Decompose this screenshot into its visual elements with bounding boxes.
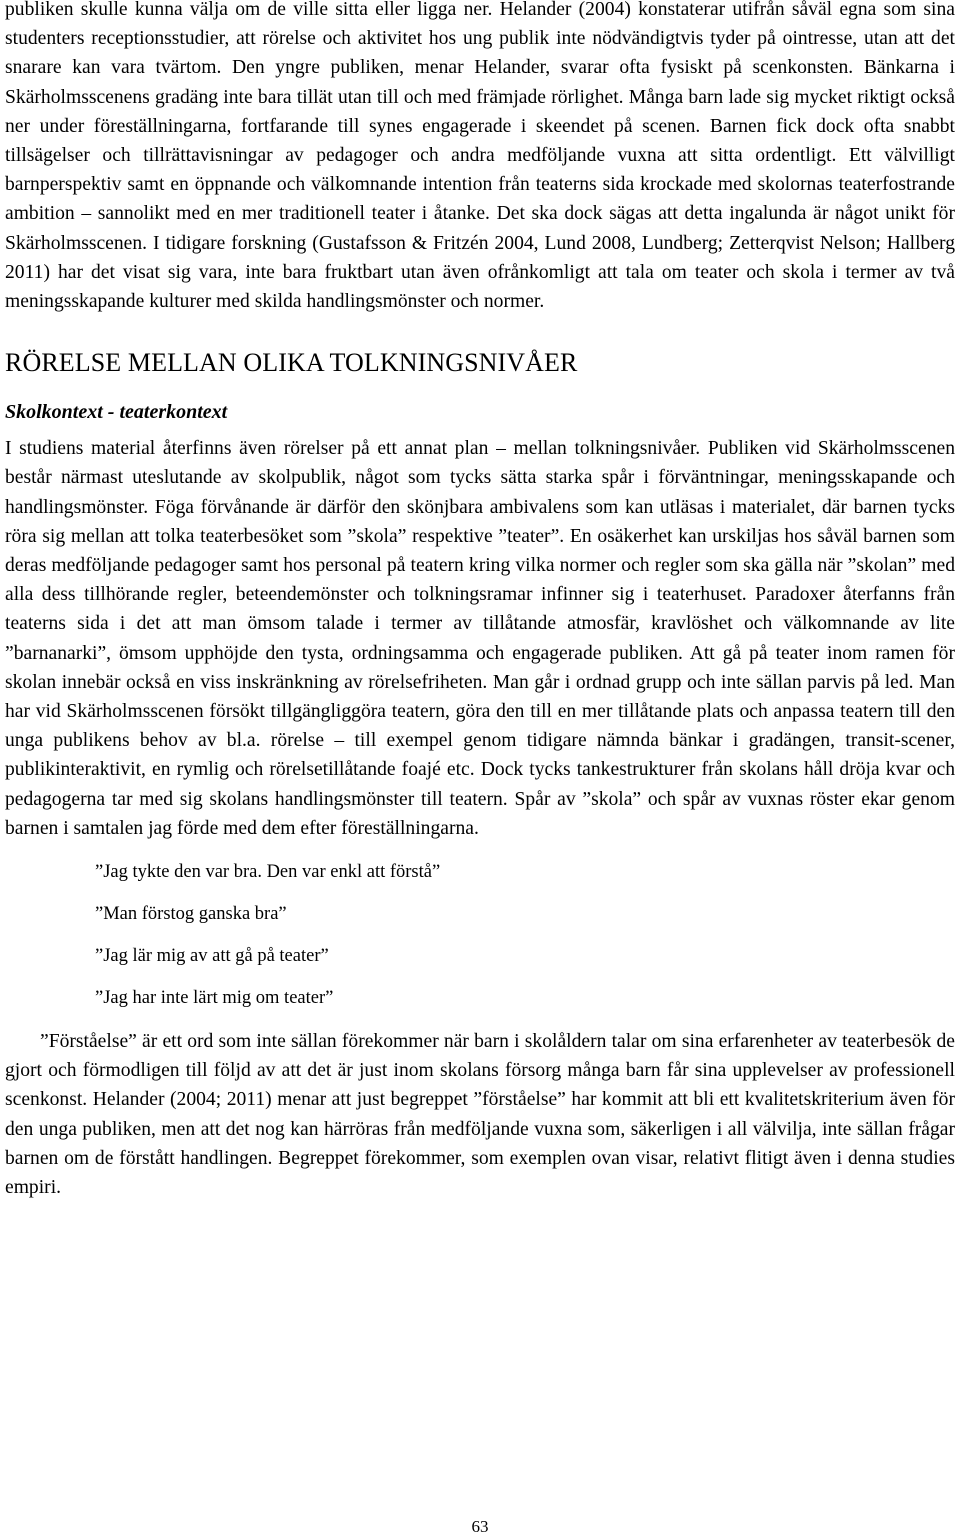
quote-list: [95, 859, 955, 1011]
document-page: [5, 0, 955, 1202]
quote-item: ”Man förstog ganska bra”: [95, 904, 287, 925]
quote-item: ”Jag lär mig av att gå på teater”: [95, 946, 329, 967]
quote-item: ”Jag har inte lärt mig om teater”: [95, 988, 334, 1009]
section-heading: RÖRELSE MELLAN OLIKA TOLKNINGSNIVÅER: [5, 348, 578, 378]
body-paragraph-3: ”Förståelse” är ett ord som inte sällan förekommer när barn i skolåldern talar om sina erfarenheter av teaterbesök de gjort och förmodligen till följd av att det är just inom skolans försorg många barn får sina upplevelser av professionell scenkonst. Helander (2004; 2011) menar att just begreppet ”förståelse” har kommit att bli ett kvalitetskriterium även för den unga publiken, men att det nog kan härröras från medföljande vuxna som, säkerligen i all välvilja, inte sällan frågar barnen om de förstått handlingen. Begreppet förekommer, som exemplen ovan visar, relativt flitigt även i denna studies empiri.: [5, 1031, 955, 1199]
page-number: 63: [471, 1517, 489, 1536]
subsection-heading: Skolkontext - teaterkontext: [5, 401, 228, 424]
body-paragraph-1: publiken skulle kunna välja om de ville sitta eller ligga ner. Helander (2004) konstaterar utifrån såväl egna som sina studenters receptionsstudier, att rörelse och aktivitet hos ung publik inte nödvändigtvis tyder på ointresse, utan att det snarare kan vara tvärtom. Den yngre publiken, menar Helander, svarar ofta fysiskt på scenkonsten. Bänkarna i Skärholmsscenens gradäng inte bara tillät utan till och med främjade rörlighet. Många barn lade sig mycket riktigt också ner under föreställningarna, fortfarande till synes engagerade i skeendet på scenen. Barnen fick dock ofta snabbt tillsägelser och tillrättavisningar av pedagoger och andra medföljande vuxna att sitta ordentligt. Ett välvilligt barnperspektiv samt en öppnande och välkomnande intention från teaterns sida krockade med skolornas teaterfostrande ambition – sannolikt med en mer traditionell teater i åtanke. Det ska dock sägas att detta ingalunda är något unikt för Skärholmsscenen. I tidigare forskning (Gustafsson & Fritzén 2004, Lund 2008, Lundberg; Zetterqvist Nelson; Hallberg 2011) har det visat sig vara, inte bara fruktbart utan även ofrånkomligt att tala om teater och skola i termer av två meningsskapande kulturer med skilda handlingsmönster och normer.: [5, 0, 955, 313]
quote-item: ”Jag tykte den var bra. Den var enkl att förstå”: [95, 862, 441, 883]
body-paragraph-2: I studiens material återfinns även rörelser på ett annat plan – mellan tolkningsnivåer. Publiken vid Skärholmsscenen består närmast uteslutande av skolpublik, något som tycks sätta starka spår i förväntningar, meningsskapande och handlingsmönster. Föga förvånande är därför den skönjbara ambivalens som kan utläsas i materialet, där barnen tycks röra sig mellan att tolka teaterbesöket som ”skola” respektive ”teater”. En osäkerhet kan urskiljas hos såväl barnen som deras medföljande pedagoger samt hos personal på teatern kring vilka normer och regler som ska gälla när ”skolan” med alla dess tillhörande regler, beteendemönster och tolkningsramar infinner sig i teaterhuset. Paradoxer återfanns från teaterns sida i det att man ömsom talade i termer av tillåtande atmosfär, kravlöshet och välkomnande av lite ”barnanarki”, ömsom upphöjde den tysta, ordningsamma och engagerade publiken. Att gå på teater inom ramen för skolan innebär också en viss inskränkning av rörelsefriheten. Man går i ordnad grupp och inte sällan parvis på led. Man har vid Skärholmsscenen försökt tillgängliggöra teatern, göra den till en mer tillåtande plats och anpassa teatern till den unga publikens behov av bl.a. rörelse – till exempel genom tidigare nämnda bänkar i gradängen, transit-scener, publikinteraktivit, en rymlig och rörelsetillåtande foajé etc. Dock tycks tankestrukturer från skolans håll dröja kvar och pedagogerna tar med sig skolans handlingsmönster till teatern. Spår av ”skola” och spår av vuxnas röster ekar genom barnen i samtalen jag förde med dem efter föreställningarna.: [5, 438, 955, 839]
